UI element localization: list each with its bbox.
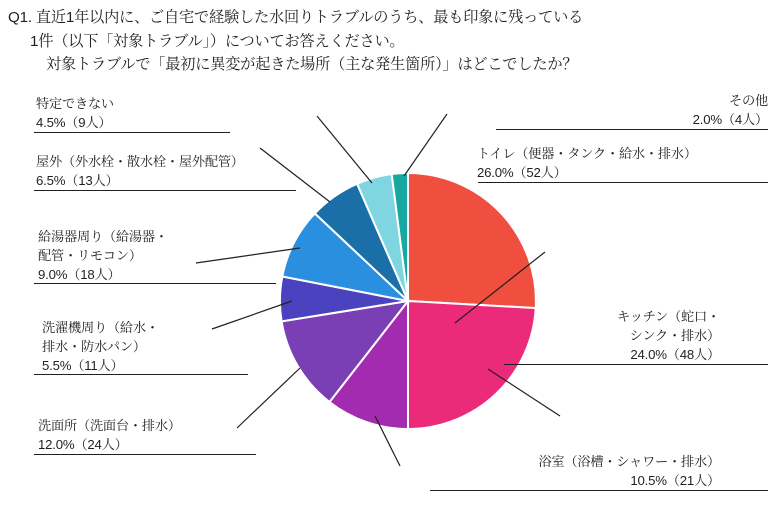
- question-line-1: Q1. 直近1年以内に、ご自宅で経験した水回りトラブルのうち、最も印象に残っている: [8, 9, 584, 26]
- pie-chart: [0, 86, 780, 518]
- label-kitchen: キッチン（蛇口・ シンク・排水） 24.0%（48人）: [617, 309, 720, 363]
- question-line-2: 1件（以下「対象トラブル」）についてお答えください。: [30, 32, 405, 50]
- pie-slices: [280, 173, 536, 429]
- label-unknown: 特定できない 4.5%（9人）: [36, 96, 114, 131]
- leader-line-washroom: [237, 368, 300, 428]
- question-line-3: 対象トラブルで「最初に異変が起きた場所（主な発生箇所）」はどこでしたか？: [46, 56, 578, 74]
- label-laundry: 洗濯機周り（給水・ 排水・防水パン） 5.5%（11人）: [42, 320, 159, 374]
- label-toilet: トイレ（便器・タンク・給水・排水） 26.0%（52人）: [477, 146, 697, 181]
- rule-laundry: [34, 374, 248, 375]
- rule-toilet: [478, 182, 768, 183]
- label-waterheater: 給湯器周り（給湯器・ 配管・リモコン） 9.0%（18人）: [38, 229, 168, 283]
- rule-unknown: [34, 132, 230, 133]
- rule-waterheater: [34, 283, 276, 284]
- leader-line-other: [404, 114, 447, 176]
- rule-kitchen: [504, 364, 768, 365]
- label-outdoor: 屋外（外水栓・散水栓・屋外配管） 6.5%（13人）: [36, 154, 244, 189]
- rule-outdoor: [34, 190, 296, 191]
- label-other: その他 2.0%（4人）: [692, 93, 768, 128]
- rule-washroom: [34, 454, 256, 455]
- label-bath: 浴室（浴槽・シャワー・排水） 10.5%（21人）: [538, 454, 720, 489]
- pie-slice-toilet[interactable]: [408, 173, 536, 308]
- leader-line-waterheater: [196, 248, 300, 263]
- label-washroom: 洗面所（洗面台・排水） 12.0%（24人）: [38, 418, 181, 453]
- question-block: [8, 6, 772, 77]
- leader-line-outdoor: [260, 148, 330, 202]
- rule-bath: [430, 490, 768, 491]
- leader-line-unknown: [317, 116, 372, 183]
- rule-other: [496, 129, 768, 130]
